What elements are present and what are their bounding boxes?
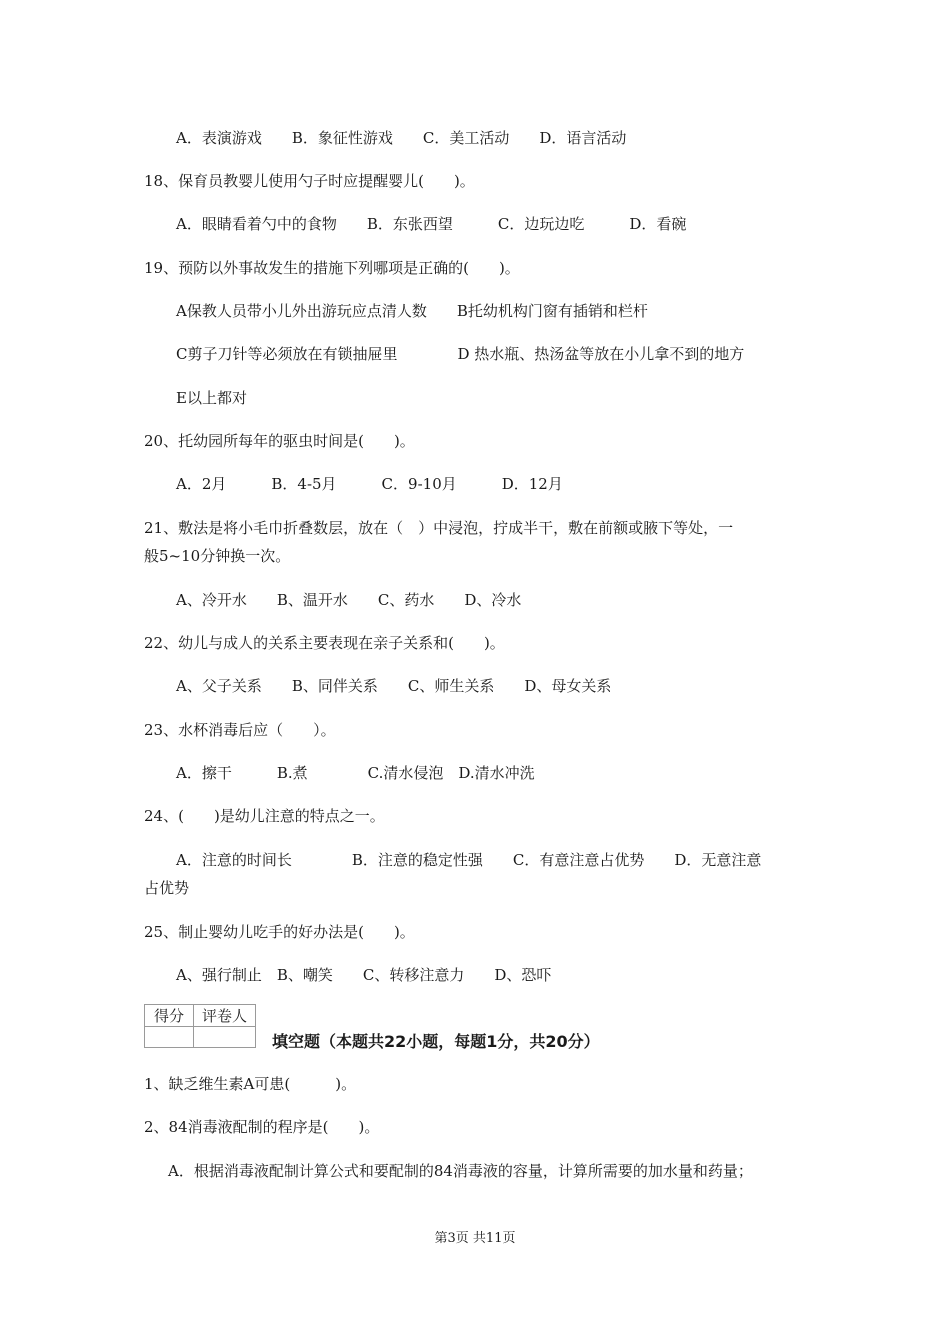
q24-options-line2: 占优势 [144,879,190,897]
q23-options: A．擦干 B.煮 C.清水侵泡 D.清水冲洗 [176,764,535,782]
score-table [144,1004,256,1048]
q22-options: A、父子关系 B、同伴关系 C、师生关系 D、母女关系 [176,677,612,695]
grader-cell [194,1027,256,1048]
score-label: 得分 [145,1005,194,1027]
q21-question-line1: 21、敷法是将小毛巾折叠数层，放在（ ）中浸泡，拧成半干，敷在前额或腋下等处，一 [144,519,734,537]
section-title: 填空题（本题共22小题，每题1分，共20分） [272,1032,600,1051]
q21-options: A、冷开水 B、温开水 C、药水 D、冷水 [176,591,522,609]
fill1-question: 1、缺乏维生素A可患( )。 [144,1075,357,1093]
score-cell [145,1027,194,1048]
q19-options-line2: C剪子刀针等必须放在有锁抽屉里 D 热水瓶、热汤盆等放在小儿拿不到的地方 [176,345,745,363]
grader-label: 评卷人 [194,1005,256,1027]
q20-question: 20、托幼园所每年的驱虫时间是( )。 [144,432,415,450]
fill2-option-a: A．根据消毒液配制计算公式和要配制的84消毒液的容量，计算所需要的加水量和药量； [168,1162,753,1180]
q25-question: 25、制止婴幼儿吃手的好办法是( )。 [144,923,415,941]
q18-options: A．眼睛看着勺中的食物 B．东张西望 C．边玩边吃 D．看碗 [176,215,687,233]
q24-question: 24、( )是幼儿注意的特点之一。 [144,807,385,825]
page-footer: 第3页 共11页 [434,1231,516,1246]
q25-options: A、强行制止 B、嘲笑 C、转移注意力 D、恐吓 [176,966,552,984]
q21-question-line2: 般5~10分钟换一次。 [144,547,291,565]
q23-question: 23、水杯消毒后应（ ）。 [144,721,336,739]
q18-question: 18、保育员教婴儿使用勺子时应提醒婴儿( )。 [144,172,475,190]
q17-options: A．表演游戏 B．象征性游戏 C．美工活动 D．语言活动 [176,129,627,147]
q19-options-line1: A保教人员带小儿外出游玩应点清人数 B托幼机构门窗有插销和栏杆 [176,302,648,320]
q19-options-line3: E以上都对 [176,389,247,407]
fill2-question: 2、84消毒液配制的程序是( )。 [144,1118,380,1136]
q24-options-line1: A．注意的时间长 B．注意的稳定性强 C．有意注意占优势 D．无意注意 [176,851,762,869]
q19-question: 19、预防以外事故发生的措施下列哪项是正确的( )。 [144,259,520,277]
q20-options: A．2月 B．4-5月 C．9-10月 D．12月 [176,475,563,493]
q22-question: 22、幼儿与成人的关系主要表现在亲子关系和( )。 [144,634,505,652]
